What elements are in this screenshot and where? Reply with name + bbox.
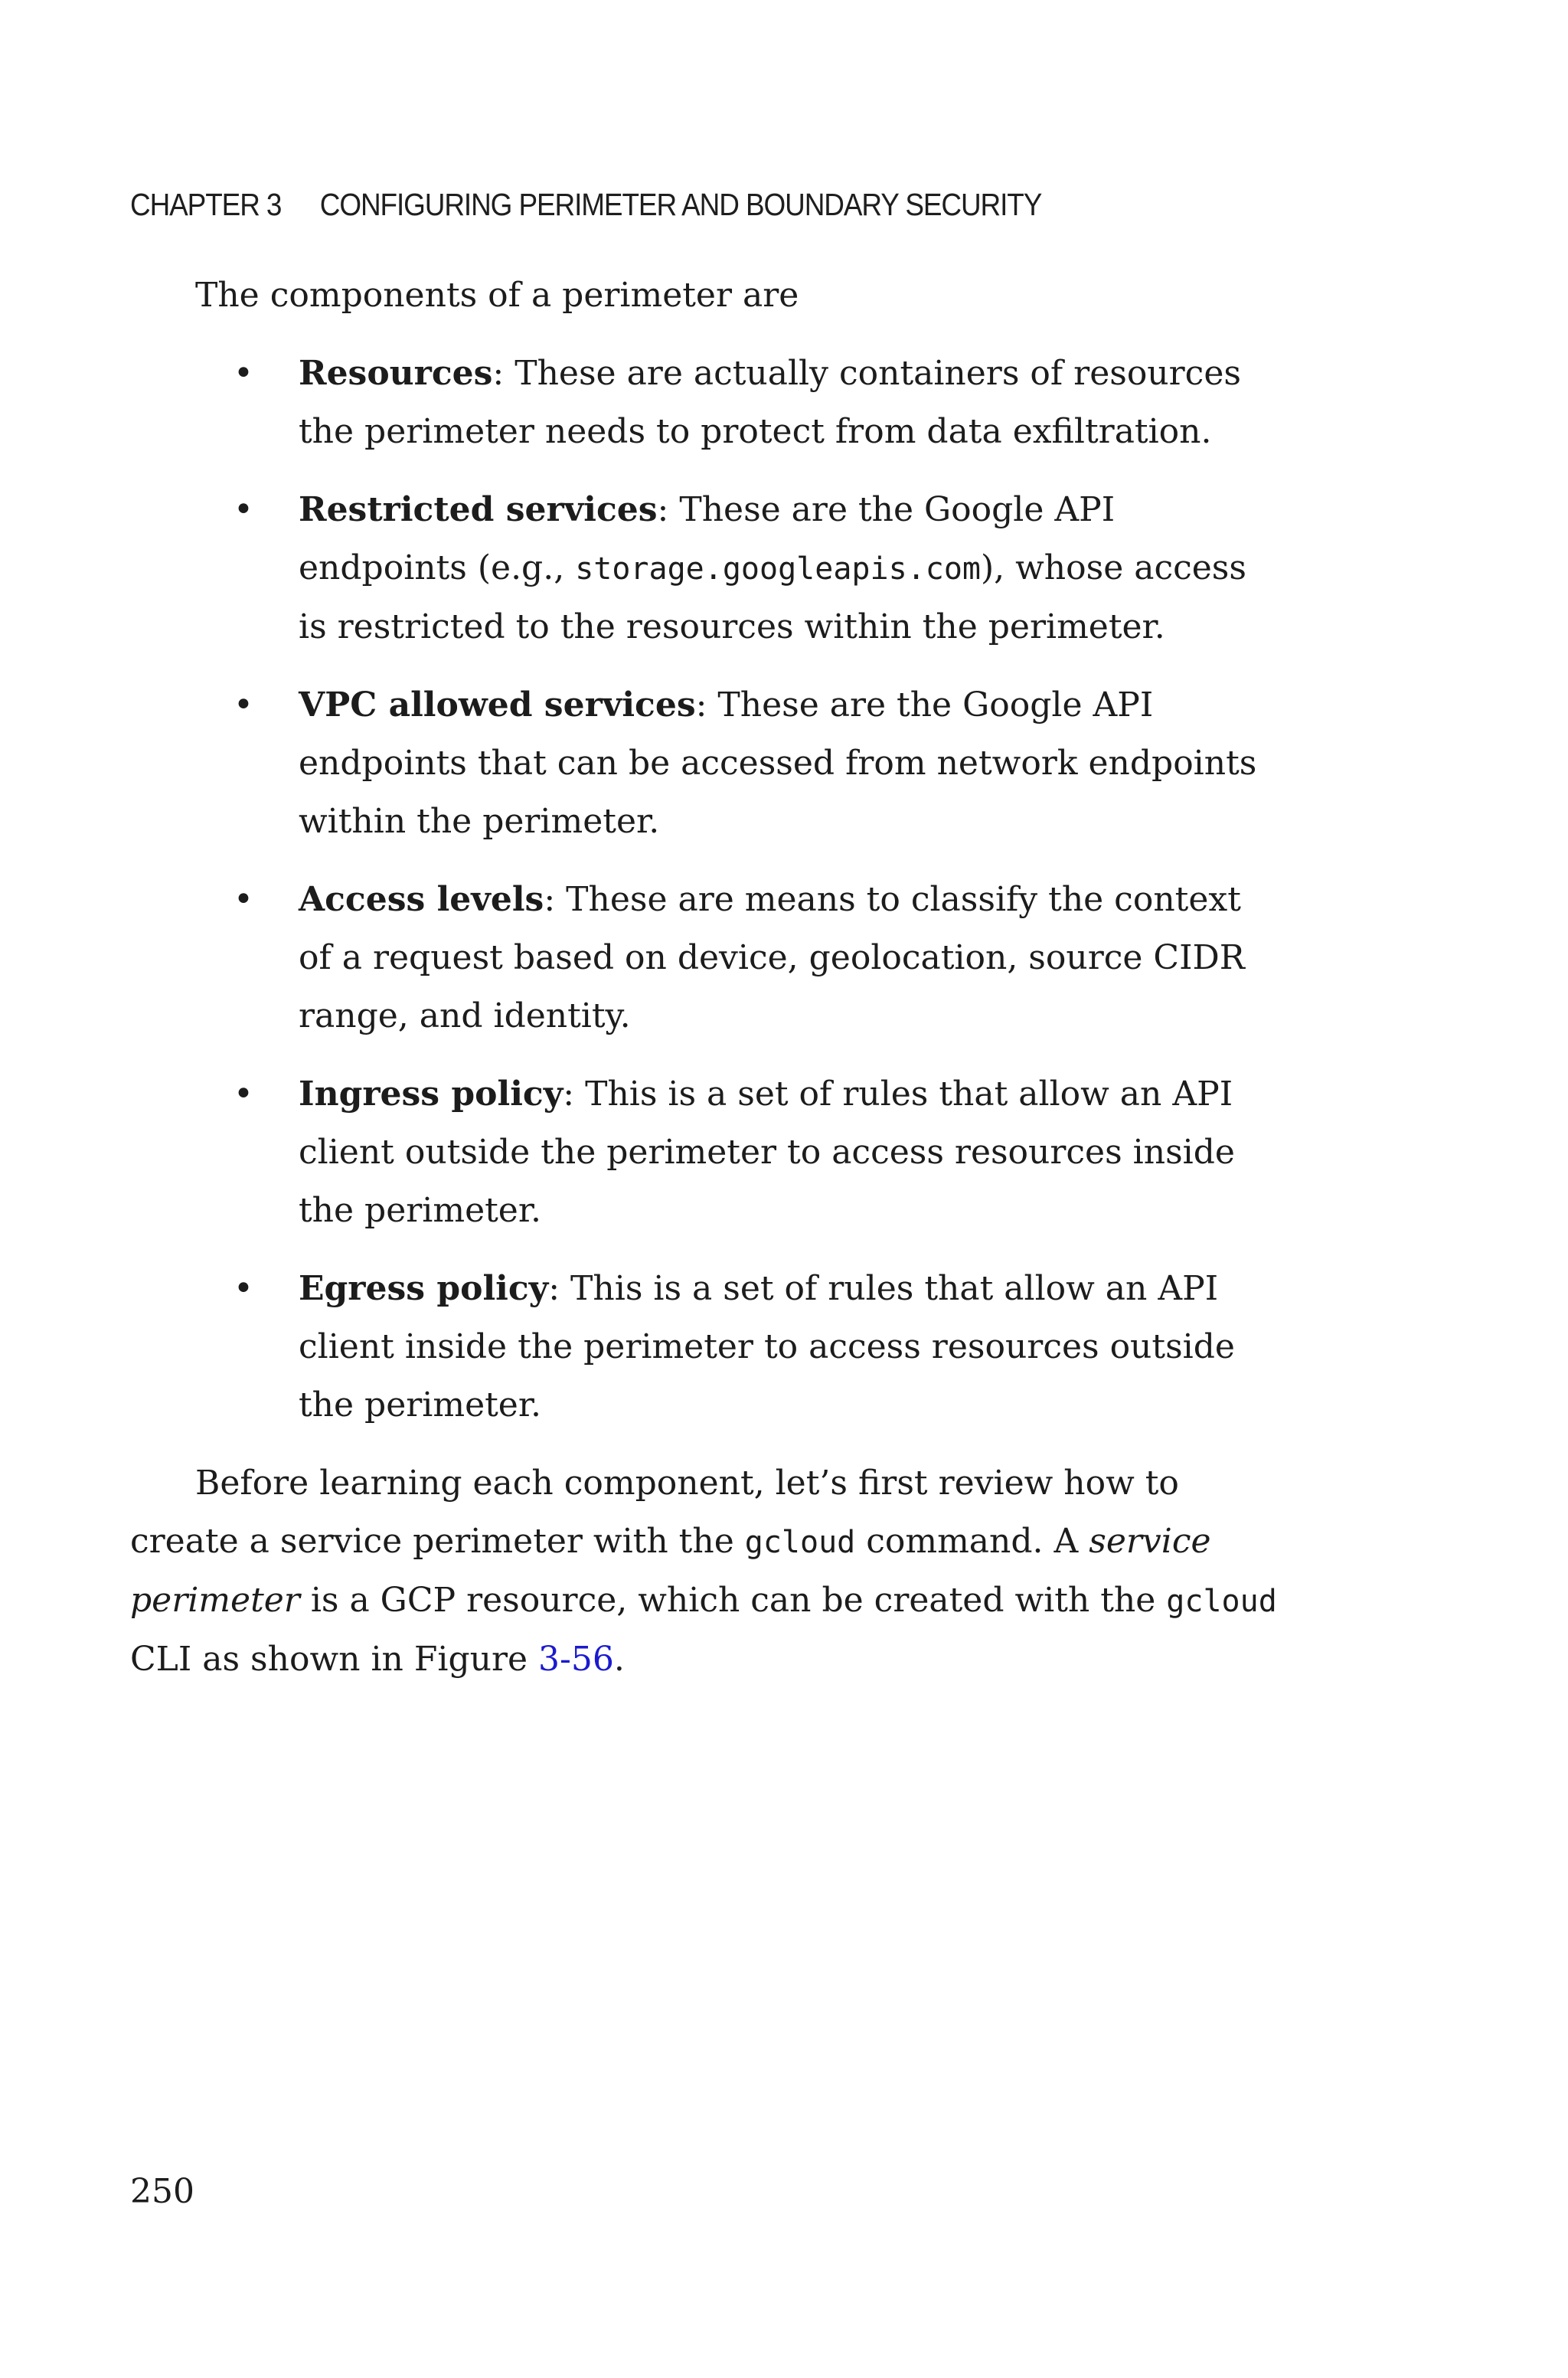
list-item-access-levels [130,871,1294,1045]
term-egress-policy: Egress policy [299,1269,549,1308]
definition-access-levels: : These are means to classify the context of a request based on device, geolocation, source CIDR range, and identity. [299,880,1245,1035]
bullet-icon: • [234,1075,253,1114]
definition-restricted-services-start: : These are the Google API endpoints (e.g., [299,490,1116,587]
closing-paragraph [130,1454,1279,1689]
bullet-icon: • [234,880,253,919]
code-gcloud-cli: gcloud [1166,1584,1277,1619]
term-access-levels: Access levels [299,880,544,919]
term-restricted-services: Restricted services [299,490,658,529]
running-header [130,187,1041,223]
list-item-vpc-allowed-services [130,676,1294,851]
definition-vpc-allowed-services: : These are the Google API endpoints that can be accessed from network endpoints within the perimeter. [299,685,1257,841]
bullet-icon: • [234,354,253,393]
figure-link[interactable]: 3-56 [538,1640,614,1679]
list-item-resources [130,345,1294,461]
chapter-label: CHAPTER 3 [130,187,282,222]
closing-text-4: CLI as shown in Figure [130,1640,539,1679]
chapter-title: CONFIGURING PERIMETER AND BOUNDARY SECURITY [319,187,1042,222]
page-number: 250 [130,2172,194,2211]
bullet-icon: • [234,490,253,529]
main-content [130,267,1294,1689]
definition-resources: : These are actually containers of resources the perimeter needs to protect from data exfiltration. [299,354,1241,451]
closing-text-2: command. A [855,1522,1089,1561]
list-item-egress-policy [130,1260,1294,1434]
term-resources: Resources [299,354,493,393]
definition-restricted-services-end: ), whose access is restricted to the resources within the perimeter. [299,548,1246,646]
bullet-icon: • [234,685,253,725]
list-item-ingress-policy [130,1065,1294,1240]
closing-text-1: Before learning each component, let’s first review how to create a service perimeter with the [130,1464,1179,1561]
term-ingress-policy: Ingress policy [299,1075,564,1114]
closing-text-5: . [613,1640,625,1679]
definition-ingress-policy: : This is a set of rules that allow an API client outside the perimeter to access resources inside the perimeter. [299,1075,1235,1230]
components-list [130,345,1294,1434]
code-gcloud-command: gcloud [744,1525,856,1560]
term-vpc-allowed-services: VPC allowed services [299,685,696,725]
definition-egress-policy: : This is a set of rules that allow an API client inside the perimeter to access resources outside the perimeter. [299,1269,1235,1425]
code-storage-endpoint: storage.googleapis.com [575,551,981,587]
list-item-restricted-services [130,481,1294,656]
intro-paragraph: The components of a perimeter are [195,276,799,315]
closing-text-3: is a GCP resource, which can be created with the [299,1581,1167,1620]
emphasis-service-perimeter: service perimeter [130,1522,1211,1620]
bullet-icon: • [234,1269,253,1308]
